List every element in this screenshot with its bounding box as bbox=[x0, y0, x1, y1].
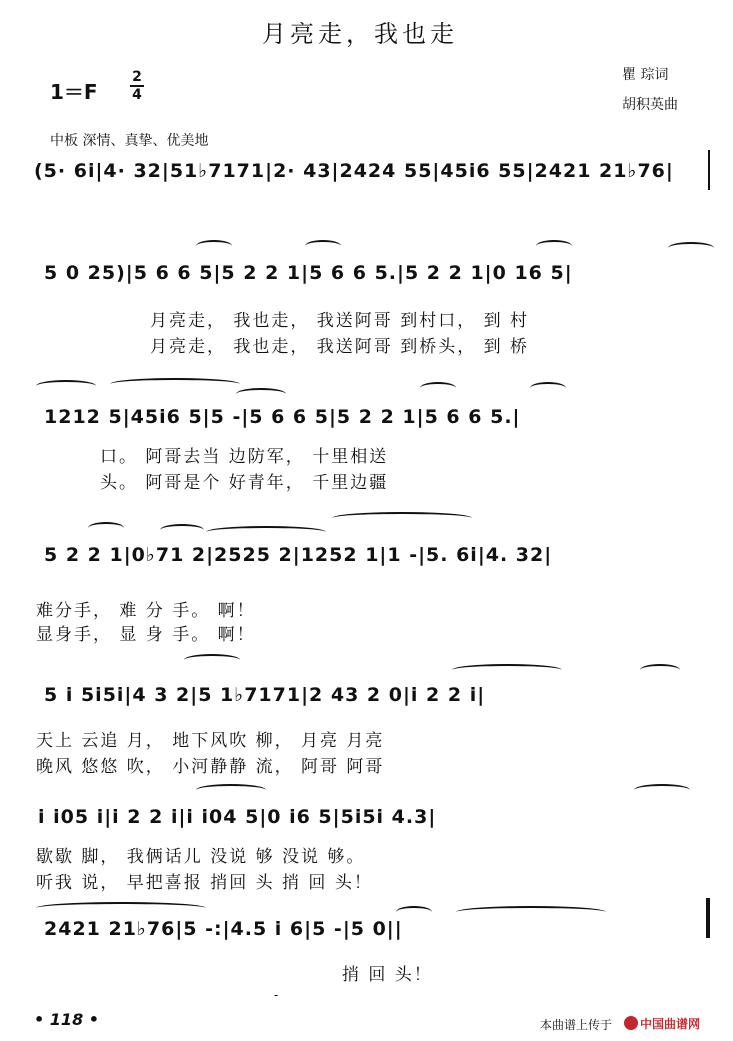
tie-mark bbox=[206, 526, 326, 538]
site-name: 中国曲谱网 bbox=[640, 1017, 701, 1031]
barline bbox=[708, 150, 710, 190]
upload-note: 本曲谱上传于 bbox=[540, 1018, 613, 1032]
lyrics-verse-1: 口。 阿哥去当 边防军， 十里相送 bbox=[100, 447, 389, 467]
slur-mark bbox=[396, 906, 432, 918]
lyrics-verse-1: 难分手， 难 分 手。 啊！ bbox=[36, 601, 256, 621]
tempo-marking: 中板 深情、真挚、优美地 bbox=[50, 133, 209, 149]
slur-mark bbox=[160, 524, 204, 536]
tie-mark bbox=[634, 784, 690, 796]
lyrics-verse-2: 晚风 悠悠 吹， 小河静静 流， 阿哥 阿哥 bbox=[36, 757, 385, 777]
slur-mark bbox=[420, 382, 456, 394]
lyrics-ending: 捎 回 头！ bbox=[342, 965, 433, 985]
final-barline bbox=[706, 898, 710, 938]
notation-line-1: (5· 6i|4· 32|51♭7171|2· 43|2424 55|45i6 55|2421 21♭76| bbox=[34, 160, 674, 182]
key-signature: 1＝F bbox=[50, 80, 98, 104]
lyrics-verse-2: 显身手， 显 身 手。 啊！ bbox=[36, 625, 256, 645]
notation-line-7: 2421 21♭76|5 -:|4.5 i 6|5 -|5 0|| bbox=[44, 918, 403, 940]
tie-mark bbox=[236, 388, 286, 400]
time-signature-bottom: 4 bbox=[132, 87, 142, 103]
time-signature-top: 2 bbox=[132, 69, 142, 85]
tie-mark bbox=[36, 380, 96, 392]
notation-line-2: 5 0 25)|5 6 6 5|5 2 2 1|5 6 6 5.|5 2 2 1|0 16 5| bbox=[44, 262, 573, 284]
notation-line-3: 1212 5|45i6 5|5 -|5 6 6 5|5 2 2 1|5 6 6 5.| bbox=[44, 406, 521, 428]
time-signature bbox=[130, 70, 144, 102]
dash-mark: - bbox=[274, 988, 279, 1002]
lyrics-verse-2: 头。 阿哥是个 好青年， 千里边疆 bbox=[100, 473, 389, 493]
lyrics-verse-1: 月亮走， 我也走， 我送阿哥 到村口， 到 村 bbox=[150, 311, 530, 331]
lyricist-credit: 瞿 琮词 bbox=[622, 67, 669, 83]
site-logo-icon bbox=[624, 1016, 638, 1030]
slur-mark bbox=[536, 240, 572, 252]
slur-mark bbox=[640, 664, 680, 676]
tie-mark bbox=[332, 512, 472, 524]
slur-mark bbox=[196, 784, 266, 796]
page-title: 月亮走，我也走 bbox=[262, 20, 458, 48]
slur-mark bbox=[530, 382, 566, 394]
tie-mark bbox=[36, 902, 206, 914]
lyrics-verse-2: 月亮走， 我也走， 我送阿哥 到桥头， 到 桥 bbox=[150, 337, 530, 357]
page-number: • 118 • bbox=[34, 1010, 99, 1029]
notation-line-6: i i05 i|i 2 2 i|i i04 5|0 i6 5|5i5i 4.3| bbox=[38, 806, 437, 828]
notation-line-5: 5 i 5i5i|4 3 2|5 1♭7171|2 43 2 0|i 2 2 i| bbox=[44, 684, 486, 706]
lyrics-verse-1: 歇歇 脚， 我俩话儿 没说 够 没说 够。 bbox=[36, 847, 366, 867]
site-logo[interactable] bbox=[624, 1015, 700, 1032]
slur-mark bbox=[452, 664, 562, 676]
tie-mark bbox=[668, 242, 714, 254]
lyrics-verse-2: 听我 说， 早把喜报 捎回 头 捎 回 头！ bbox=[36, 873, 373, 893]
slur-mark bbox=[88, 522, 124, 534]
notation-line-4: 5 2 2 1|0♭71 2|2525 2|1252 1|1 -|5. 6i|4. 32| bbox=[44, 544, 553, 566]
slur-mark bbox=[196, 240, 232, 252]
slur-mark bbox=[110, 378, 240, 390]
tie-mark bbox=[456, 906, 606, 918]
slur-mark bbox=[184, 654, 240, 666]
composer-credit: 胡积英曲 bbox=[622, 97, 678, 113]
lyrics-verse-1: 天上 云追 月， 地下风吹 柳， 月亮 月亮 bbox=[36, 731, 385, 751]
slur-mark bbox=[305, 240, 341, 252]
